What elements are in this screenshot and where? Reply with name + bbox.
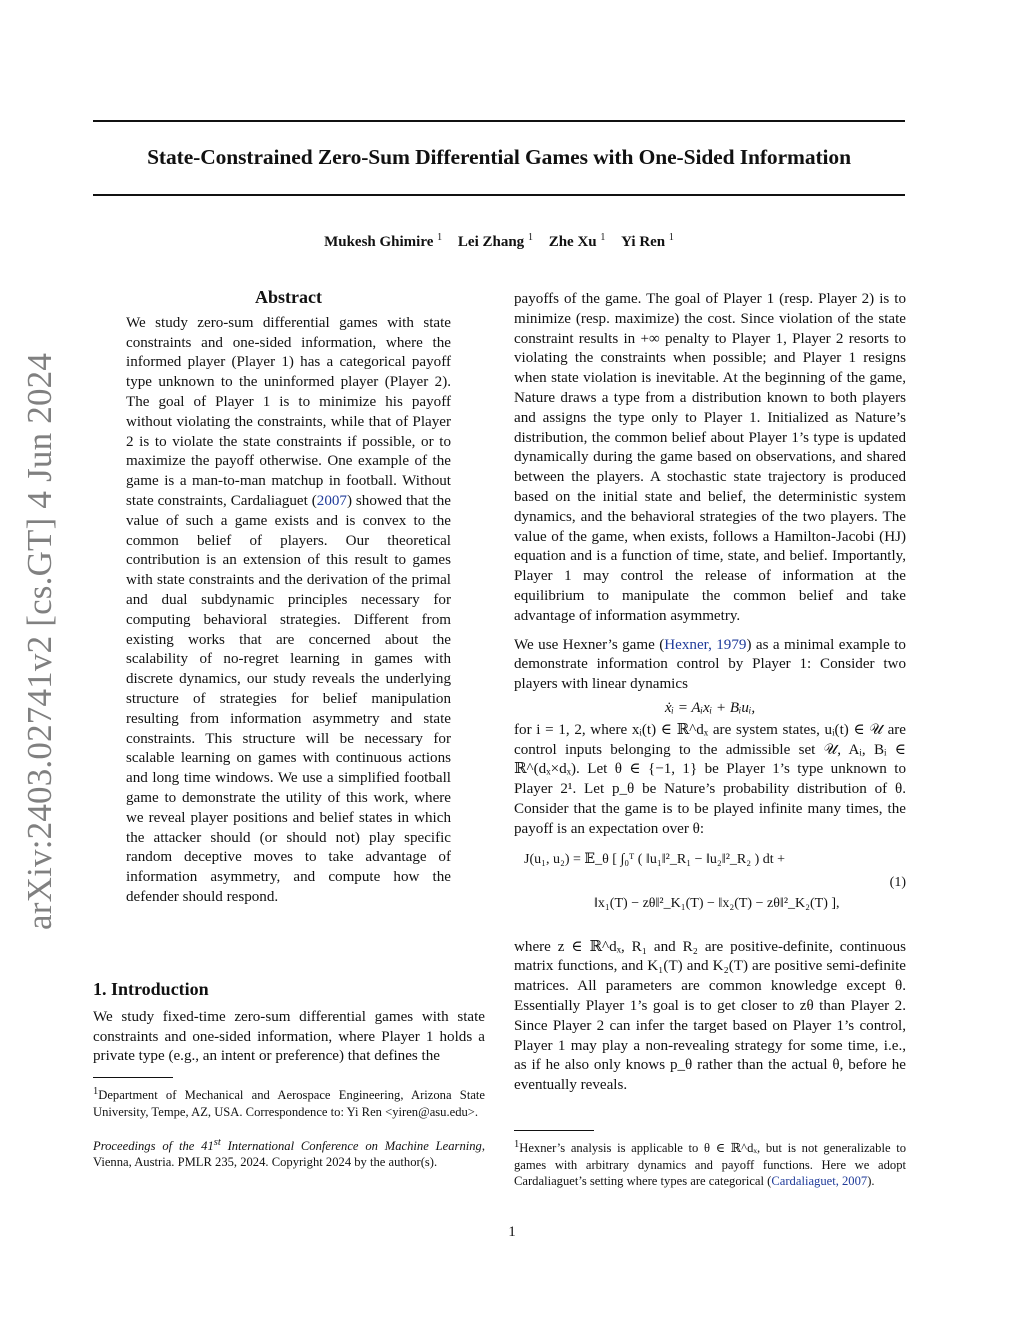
author-affiliation-mark: 1 — [668, 232, 674, 243]
affiliation-footnote — [93, 1084, 485, 1120]
affiliation-text: Department of Mechanical and Aerospace Engineering, Arizona State University, Tempe, AZ, USA. Correspondence to: Yi Ren <yiren@asu.edu>. — [93, 1088, 485, 1119]
abstract-text-part: ) showed that the value of such a game exists and is convex to the common belief of players. Our theoretical contribution is an extension of this result to games with state constraints and the derivation of the primal and dual subdynamic principles necessary for computing behavioral strategies. Different from existing works that are concerned about the scalability of no-regret learning in games with discrete dynamics, our study reveals the underlying structure of strategies for belief manipulation resulting from information asymmetry and state constraints. This structure will be necessary for scalable learning on games with continuous actions and long time windows. We use a simplified football game to demonstrate the utility of this work, where we reveal player positions and belief states in which the attacker should (or should not) play specific random deceptive moves to take advantage of information asymmetry, and compute how the defender should respond. — [126, 492, 451, 905]
body-paragraph: for i = 1, 2, where xᵢ(t) ∈ ℝ^dₓ are system states, uᵢ(t) ∈ 𝒰 are control inputs belonging to the admissible set 𝒰, Aᵢ, Bᵢ ∈ ℝ^(dₓ×dₓ). Let θ ∈ {−1, 1} be Player 1’s type unknown to Player 2¹. Let p_θ be Nature’s probability distribution of θ. Consider that the game is to be played infinite many times, the payoff is an expectation over θ: — [514, 721, 906, 837]
introduction-section — [93, 980, 485, 1171]
author — [324, 234, 442, 250]
proceedings-text: , Vienna, Austria. PMLR 235, 2024. Copyright 2024 by the author(s). — [93, 1138, 485, 1170]
author — [549, 234, 606, 250]
author-affiliation-mark: 1 — [437, 232, 443, 243]
title-rule-top — [93, 120, 905, 122]
right-column — [514, 290, 906, 1096]
footnote-text: ). — [867, 1174, 875, 1189]
payoff-equation — [514, 844, 906, 932]
abstract-text — [126, 314, 451, 908]
proceedings-text: Proceedings of the 41 — [93, 1138, 214, 1153]
citation-link[interactable]: Cardaliaguet, 2007 — [771, 1174, 868, 1189]
author-affiliation-mark: 1 — [527, 232, 533, 243]
body-paragraph — [514, 636, 906, 695]
section-heading: 1. Introduction — [93, 979, 209, 999]
abstract-heading: Abstract — [255, 287, 322, 307]
footnote-text: Hexner’s analysis is applicable to θ ∈ ℝ^dₓ, but is not generalizable to games with arbitrary dynamics and payoff functions. Here we adopt Cardaliaguet’s setting where types are categorical ( — [514, 1141, 906, 1189]
author-affiliation-mark: 1 — [600, 232, 606, 243]
paper-title: State-Constrained Zero-Sum Differential Games with One-Sided Information — [147, 145, 851, 169]
proceedings-note — [93, 1135, 485, 1171]
author-name: Mukesh Ghimire — [324, 234, 434, 250]
equation-number: (1) — [889, 874, 906, 890]
page-number: 1 — [508, 1224, 516, 1240]
author — [458, 234, 533, 250]
footnote-mark: 1 — [514, 1139, 520, 1150]
citation-link[interactable]: Hexner, 1979 — [664, 636, 747, 653]
title-rule-bottom — [93, 194, 905, 196]
author-name: Yi Ren — [621, 234, 666, 250]
citation-link[interactable]: 2007 — [316, 492, 347, 509]
hexner-footnote — [514, 1137, 906, 1190]
footnote-mark: 1 — [93, 1086, 99, 1098]
author — [621, 234, 674, 250]
proceedings-text: International Conference on Machine Learning — [220, 1138, 482, 1153]
right-footnote-block — [514, 1120, 906, 1190]
author-list — [93, 232, 905, 251]
body-text: We use Hexner’s game ( — [514, 636, 665, 653]
abstract-section — [126, 288, 451, 908]
body-paragraph: where z ∈ ℝ^dₓ, R₁ and R₂ are positive-definite, continuous matrix functions, and K₁(T) and K₂(T) are positive semi-definite matrices. All parameters are common knowledge except θ. Essentially Player 1’s goal is to get closer to zθ than Player 2. Since Player 2 can infer the target based on Player 1’s control, Player 1 may play a non-revealing strategy for some time, i.e., as if he also only knows p_θ rather than the actual θ, before he eventually reveals. — [514, 938, 906, 1094]
equation-line: J(u₁, u₂) = 𝔼_θ [ ∫₀ᵀ ( ‖u₁‖²_R₁ − ‖u₂‖²_R₂ ) dt + — [524, 851, 786, 867]
footnote-rule — [514, 1130, 594, 1131]
proceedings-superscript: st — [213, 1136, 221, 1148]
abstract-text-part: We study zero-sum differential games with state constraints and one-sided information, where the informed player (Player 1) has a categorical payoff type unknown to the uninformed player (Player 2). The goal of Player 1 is to minimize his payoff without violating the constraints, while that of Player 2 is to violate the state constraints if possible, or to maximize the payoff otherwise. One example of the game is a man-to-man matchup in football. Without state constraints, Cardaliaguet ( — [126, 314, 451, 509]
equation-line: ‖x₁(T) − zθ‖²_K₁(T) − ‖x₂(T) − zθ‖²_K₂(T) ], — [594, 895, 840, 911]
body-text: ) as a minimal example to demonstrate information control by Player 1: Consider two players with linear dynamics — [514, 636, 906, 693]
body-paragraph: payoffs of the game. The goal of Player 1 (resp. Player 2) is to minimize (resp. maximize) the cost. Since violation of the state constraint results in +∞ penalty to Player 1, Player 2 resorts to violating the constraints when possible; and Player 1 resigns when state violation is inevitable. At the beginning of the game, Nature draws a type from a distribution known to both players and assigns the type only to Player 1. Initialized as Nature’s distribution, the common belief about Player 1’s type is updated dynamically during the game based on observations, and shared between the players. A stochastic state trajectory is produced based on the initial state and belief, the deterministic system dynamics, and the behavioral strategies of the two players. The value of the game, when exists, follows a Hamilton-Jacobi (HJ) equation and is a function of time, state, and belief. Importantly, Player 1 may control the release of information at the equilibrium to manipulate the common belief and take advantage of information asymmetry. — [514, 291, 906, 624]
arxiv-sidebar-stamp: arXiv:2403.02741v2 [cs.GT] 4 Jun 2024 — [20, 352, 59, 930]
intro-paragraph: We study fixed-time zero-sum differential games with state constraints and one-sided information, where Player 1 holds a private type (e.g., an intent or preference) that defines the — [93, 1008, 485, 1065]
author-name: Lei Zhang — [457, 234, 525, 250]
dynamics-equation: ẋᵢ = Aᵢxᵢ + Bᵢuᵢ, — [664, 699, 756, 716]
author-name: Zhe Xu — [548, 234, 597, 250]
footnote-rule — [93, 1077, 173, 1078]
